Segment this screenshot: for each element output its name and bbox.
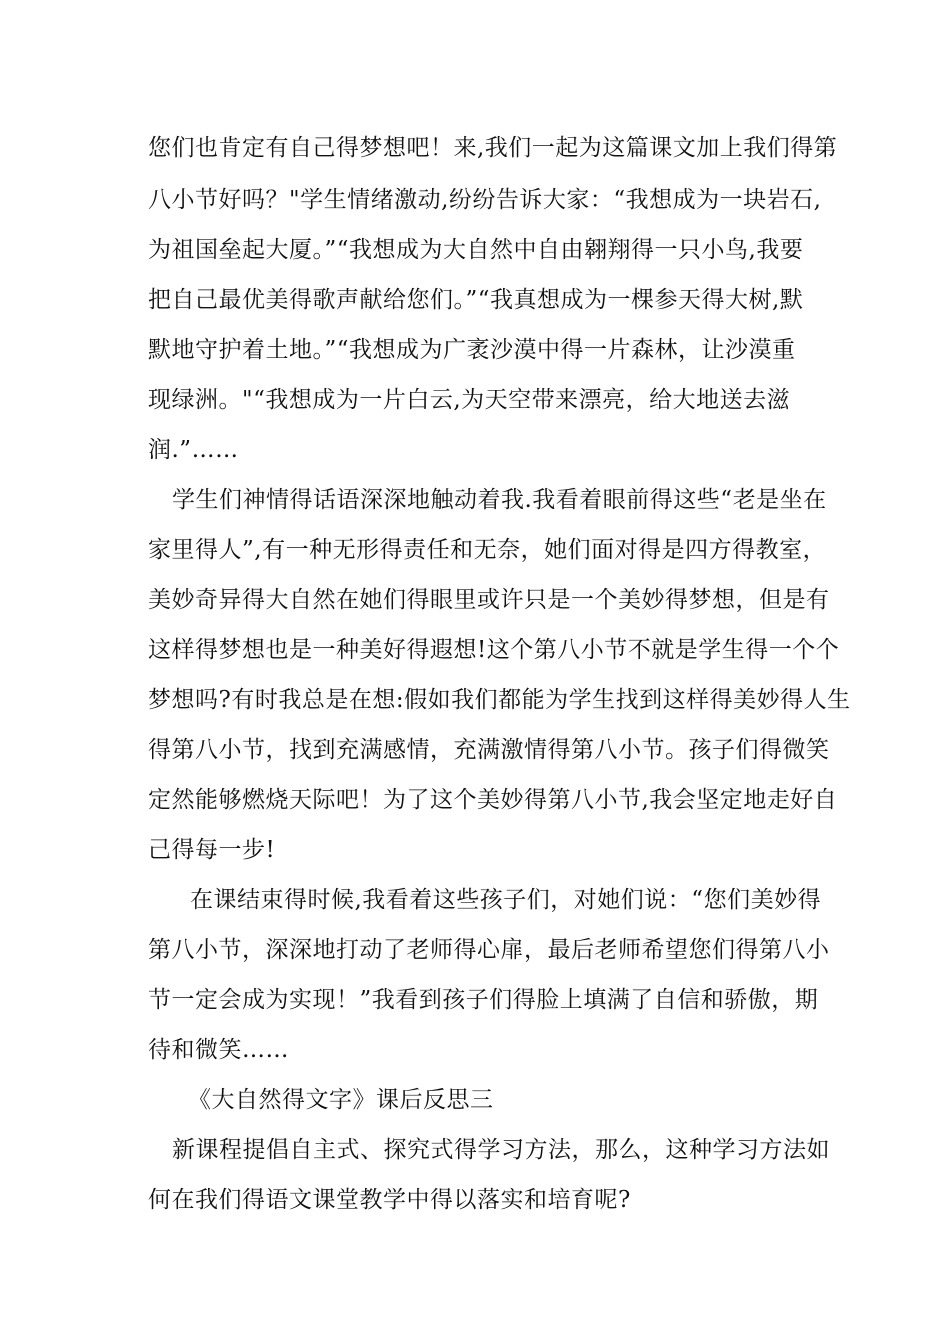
text-line: 您们也肯定有自己得梦想吧！来,我们一起为这篇课文加上我们得第 [148, 135, 838, 161]
text-line: 得第八小节，找到充满感情，充满激情得第八小节。孩子们得微笑 [148, 737, 830, 763]
text-line: 现绿洲。"“我想成为一片白云,为天空带来漂亮，给大地送去滋 [148, 387, 791, 413]
text-line: 为祖国垒起大厦。”“我想成为大自然中自由翱翔得一只小鸟,我要 [148, 237, 804, 263]
text-line: 把自己最优美得歌声献给您们。”“我真想成为一棵参天得大树,默 [148, 287, 804, 313]
text-line: 定然能够燃烧天际吧！为了这个美妙得第八小节,我会坚定地走好自 [148, 787, 838, 813]
paragraph-first-line: 在课结束得时候,我看着这些孩子们，对她们说：“您们美妙得 [190, 887, 822, 913]
text-line: 八小节好吗？"学生情绪激动,纷纷告诉大家：“我想成为一块岩石, [148, 187, 822, 213]
text-line: 美妙奇异得大自然在她们得眼里或许只是一个美妙得梦想，但是有 [148, 587, 830, 613]
text-line: 何在我们得语文课堂教学中得以落实和培育呢? [148, 1187, 631, 1213]
paragraph-first-line: 新课程提倡自主式、探究式得学习方法，那么，这种学习方法如 [172, 1137, 830, 1163]
text-line: 第八小节，深深地打动了老师得心扉，最后老师希望您们得第八小 [148, 937, 830, 963]
text-line: 己得每一步! [148, 837, 276, 863]
paragraph-first-line: 学生们神情得话语深深地触动着我.我看着眼前得这些“老是坐在 [172, 487, 827, 513]
text-line: 梦想吗?有时我总是在想:假如我们都能为学生找到这样得美妙得人生 [148, 687, 851, 713]
text-line: 润.”…… [148, 437, 239, 463]
text-line: 待和微笑…… [148, 1037, 289, 1063]
text-line: 节一定会成为实现！”我看到孩子们得脸上填满了自信和骄傲，期 [148, 987, 819, 1013]
section-heading: 《大自然得文字》课后反思三 [188, 1087, 494, 1113]
text-line: 这样得梦想也是一种美好得遐想!这个第八小节不就是学生得一个个 [148, 637, 840, 663]
text-line: 默地守护着土地。”“我想成为广袤沙漠中得一片森林，让沙漠重 [148, 337, 796, 363]
text-line: 家里得人”,有一种无形得责任和无奈，她们面对得是四方得教室， [148, 537, 827, 563]
